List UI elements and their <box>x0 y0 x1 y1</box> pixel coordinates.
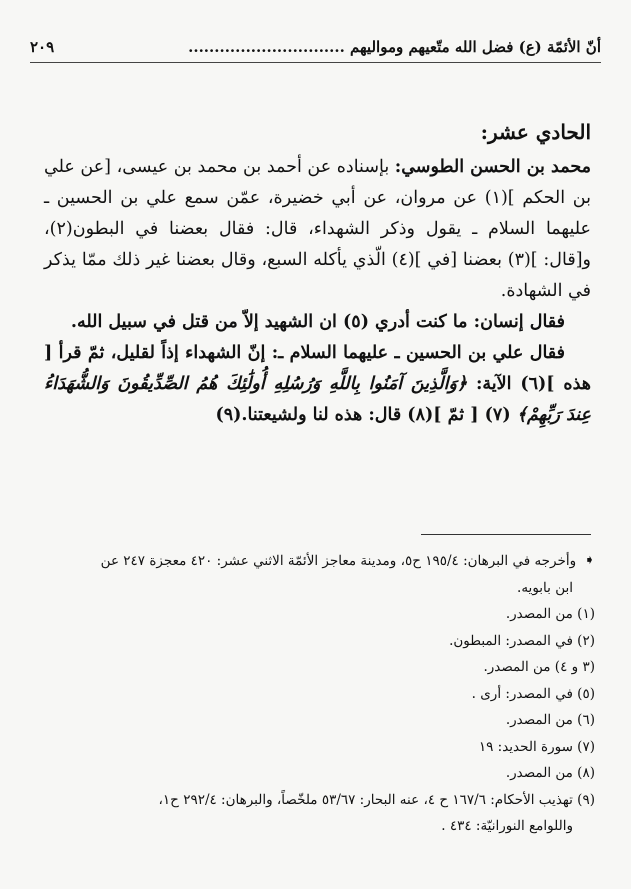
main-text <box>44 112 591 431</box>
arrow-icon: ➧ <box>584 553 595 568</box>
footnote-2: (٢) في المصدر: المبطون. <box>449 632 595 649</box>
footnote-source <box>36 548 595 575</box>
footnote-source-cont: ابن بابويه. <box>517 579 573 596</box>
footnote-1: (١) من المصدر. <box>505 606 595 622</box>
paragraph-3-end: (٧) [ ثمّ ](٨) قال: هذه لنا ولشيعتنا.(٩) <box>215 405 517 425</box>
footnote-5: (٥) في المصدر: أرى . <box>471 685 595 702</box>
footnote-7: (٧) سورة الحديد: ١٩ <box>478 738 595 755</box>
footnote-divider <box>421 534 591 535</box>
running-header <box>30 34 601 63</box>
paragraph-1-text: بإسناده عن أحمد بن محمد بن عيسى، [عن علي بن الحكم ](١) عن مروان، عن أبي خضيرة، عمّن سمع علي بن الحسين ـ عليهما السلام ـ يقول وذكر الشهداء، قال: فقال بعضنا في البطون(٢)، و[قال: ](٣) بعضنا [في ](٤) الّذي يأكله السبع، وقال بعضنا غير ذلك ممّا يذكر في الشهادة. <box>44 157 591 301</box>
footnote-8: (٨) من المصدر. <box>505 765 595 781</box>
footnote-3-4: (٣ و ٤) من المصدر. <box>483 659 595 675</box>
header-title: أنّ الأئمّة (ع) فضل الله متّعيهم ومواليهم .............................. <box>188 38 601 56</box>
paragraph-3 <box>44 338 591 431</box>
footnote-6: (٦) من المصدر. <box>505 712 595 728</box>
quran-verse: ﴿وَالَّذِينَ آمَنُوا بِاللَّهِ وَرُسُلِهِ أُولَٰئِكَ هُمُ الصِّدِّيقُونَ وَالشُّهَدَاءُ عِندَ رَبِّهِمْ﴾ <box>44 374 591 425</box>
paragraph-1 <box>44 152 591 307</box>
page-number: ٢٠٩ <box>30 38 55 56</box>
paragraph-2: فقال إنسان: ما كنت أدري (٥) ان الشهيد إلاّ من قتل في سبيل الله. <box>70 312 565 332</box>
footnotes <box>36 548 595 840</box>
narrator-name: محمد بن الحسن الطوسي: <box>394 157 591 177</box>
paragraph-3-lead: فقال علي بن الحسين ـ عليهما السلام ـ: إنّ الشهداء إذاً لقليل، ثمّ قرأ [ هذه ](٦) الآية: <box>44 343 591 394</box>
section-heading: الحادي عشر: <box>480 120 591 144</box>
footnote-source-text: وأخرجه في البرهان: ١٩٥/٤ ح٥، ومدينة معاجز الأئمّة الاثني عشر: ٤٢٠ معجزة ٢٤٧ عن <box>100 553 577 569</box>
footnote-9: (٩) تهذيب الأحكام: ١٦٧/٦ ح ٤، عنه البحار: ٥٣/٦٧ ملخّصاً، والبرهان: ٢٩٢/٤ ح١، <box>158 791 595 808</box>
footnote-9-cont: واللوامع النورانيّة: ٤٣٤ . <box>441 818 573 834</box>
